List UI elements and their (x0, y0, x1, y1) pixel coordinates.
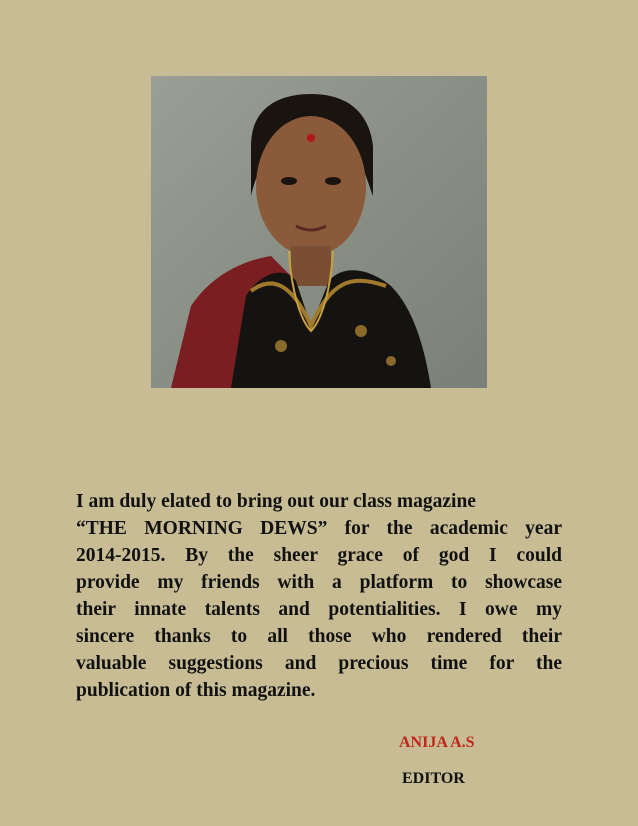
message-line: publication of this magazine. (76, 680, 316, 701)
message-line: sincere thanks to all those who rendered their (76, 626, 562, 647)
editorial-message (76, 488, 562, 704)
message-line: their innate talents and potentialities. I owe my (76, 599, 562, 620)
message-line: provide my friends with a platform to showcase (76, 572, 562, 593)
message-line: 2014-2015. By the sheer grace of god I could (76, 545, 562, 566)
editor-portrait-photo (151, 76, 487, 388)
editor-name: ANIJA A.S (399, 734, 475, 751)
editor-role: EDITOR (402, 770, 465, 787)
message-line: valuable suggestions and precious time for the (76, 653, 562, 674)
message-line: “THE MORNING DEWS” for the academic year (76, 518, 562, 539)
message-line: I am duly elated to bring out our class magazine (76, 491, 476, 512)
